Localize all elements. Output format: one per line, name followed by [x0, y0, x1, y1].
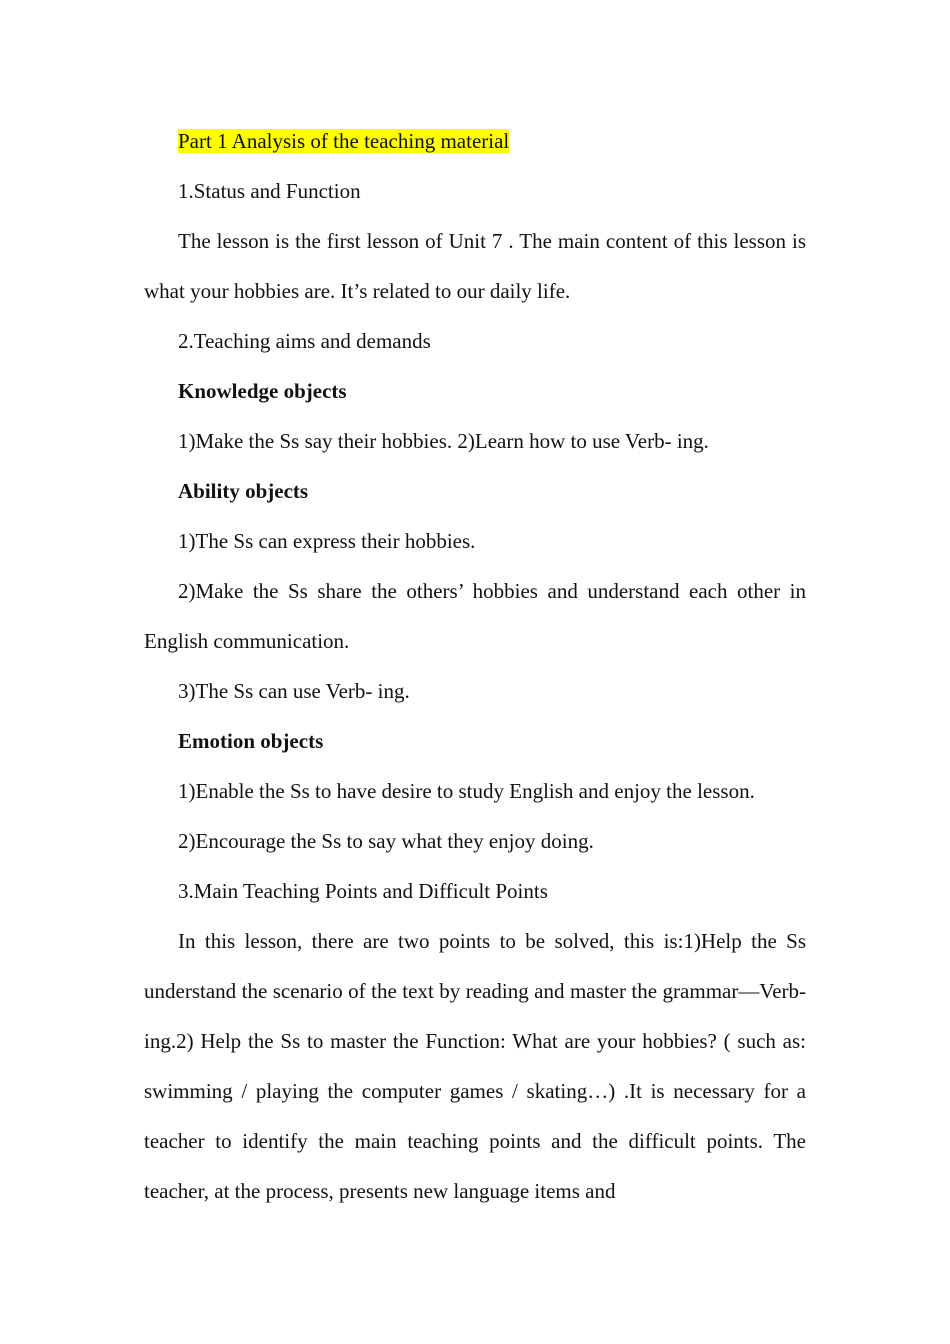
ability-objects-heading: Ability objects [178, 479, 309, 503]
emotion-objects-heading: Emotion objects [178, 729, 324, 753]
knowledge-objects-heading: Knowledge objects [178, 379, 347, 403]
emotion-objects-item-2: 2)Encourage the Ss to say what they enjoy doing. [178, 829, 594, 853]
paragraph-main-points: In this lesson, there are two points to be solved, this is:1)Help the Ss understand the scenario of the text by reading and master the grammar—Verb- ing.2) Help the Ss to master the Function: What are your hobbies? ( such as: swimming / playing the computer games / skating…) .It is necessary for a teacher to identify the main teaching points and the difficult points. The teacher, at the process, presents new language items and [144, 929, 806, 1203]
ability-objects-item-1: 1)The Ss can express their hobbies. [178, 529, 476, 553]
knowledge-objects-item: 1)Make the Ss say their hobbies. 2)Learn how to use Verb- ing. [178, 429, 709, 453]
paragraph-lesson-intro: The lesson is the first lesson of Unit 7 . The main content of this lesson is what your hobbies are. It’s related to our daily life. [144, 229, 806, 303]
subsection-teaching-aims: 2.Teaching aims and demands [178, 329, 431, 353]
subsection-status-function: 1.Status and Function [178, 179, 361, 203]
ability-objects-item-2: 2)Make the Ss share the others’ hobbies and understand each other in English communication. [144, 579, 806, 653]
heading-highlight: Part 1 Analysis of the teaching material [178, 129, 510, 153]
emotion-objects-item-1: 1)Enable the Ss to have desire to study English and enjoy the lesson. [178, 779, 755, 803]
document-body [144, 116, 806, 1216]
ability-objects-item-3: 3)The Ss can use Verb- ing. [178, 679, 410, 703]
subsection-main-points: 3.Main Teaching Points and Difficult Points [178, 879, 548, 903]
section-heading [144, 116, 806, 166]
